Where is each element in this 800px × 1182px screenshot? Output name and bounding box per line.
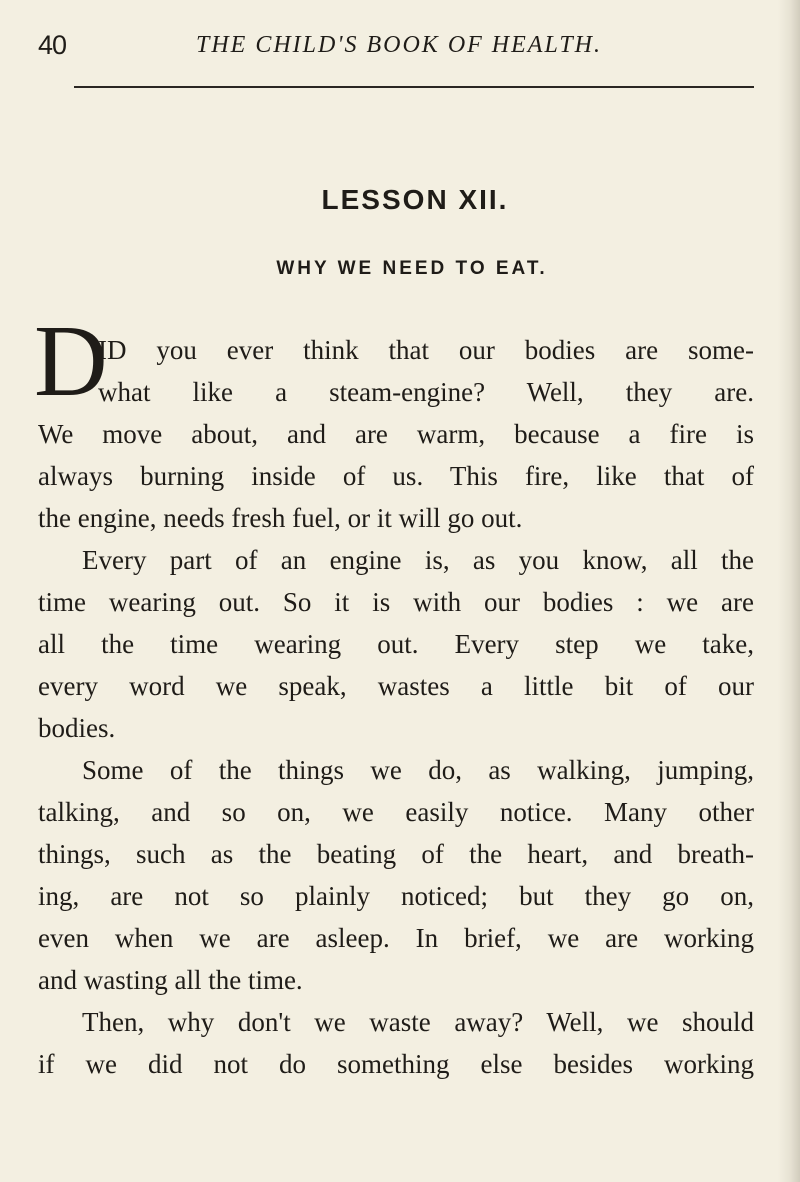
text-line: even when we are asleep. In brief, we are working — [38, 923, 754, 953]
drop-cap: D — [34, 305, 108, 418]
text-line: every word we speak, wastes a little bit of our — [38, 671, 754, 701]
page-number: 40 — [38, 30, 67, 60]
text-line: talking, and so on, we easily notice. Many other — [38, 797, 754, 827]
text-line: always burning inside of us. This fire, like that of — [38, 461, 754, 491]
text-line: things, such as the beating of the heart, and breath- — [38, 839, 754, 869]
text-line: all the time wearing out. Every step we take, — [38, 629, 754, 659]
text-line: and wasting all the time. — [38, 965, 303, 995]
text-line: Some of the things we do, as walking, jumping, — [82, 755, 754, 785]
text-line: what like a steam-engine? Well, they are. — [98, 377, 754, 407]
running-title: THE CHILD'S BOOK OF HEALTH. — [196, 32, 603, 58]
text-line: Then, why don't we waste away? Well, we should — [82, 1007, 754, 1037]
text-line: We move about, and are warm, because a fire is — [38, 419, 754, 449]
text-line: ing, are not so plainly noticed; but they go on, — [38, 881, 754, 911]
text-line: bodies. — [38, 713, 116, 743]
lesson-title: LESSON XII. — [321, 184, 509, 215]
text-line: Every part of an engine is, as you know, all the — [82, 545, 754, 575]
text-line: time wearing out. So it is with our bodies : we are — [38, 587, 754, 617]
running-head — [38, 30, 758, 70]
text-line: the engine, needs fresh fuel, or it will go out. — [38, 503, 523, 533]
text-line: ID you ever think that our bodies are some- — [98, 335, 754, 365]
page-edge-shadow — [778, 0, 800, 1182]
lesson-subtitle: WHY WE NEED TO EAT. — [276, 258, 548, 279]
header-rule — [74, 86, 754, 88]
text-line: if we did not do something else besides working — [38, 1049, 754, 1079]
